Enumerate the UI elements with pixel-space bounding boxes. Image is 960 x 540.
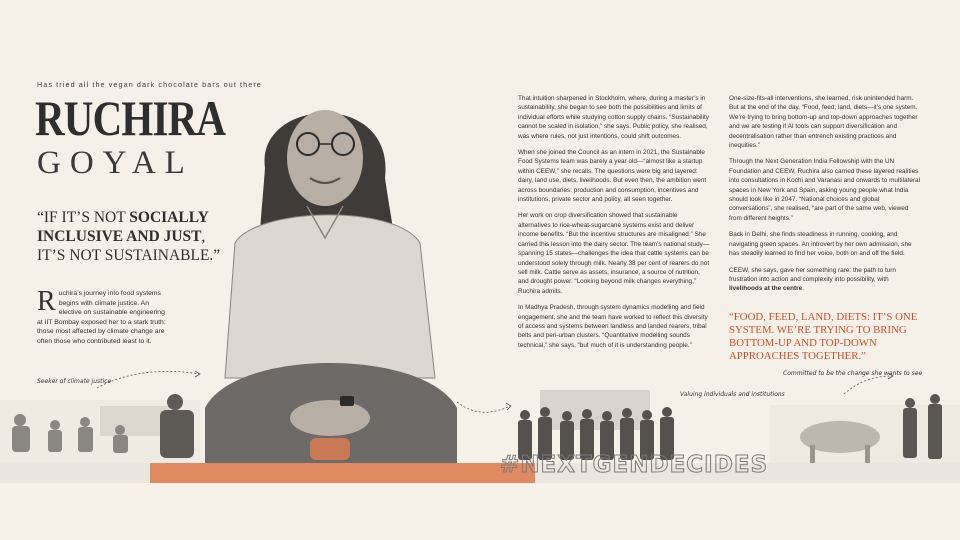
dashed-arrow-center: [455, 398, 515, 418]
portrait-sketch: [195, 78, 465, 478]
paragraph-bold: livelihoods at the centre: [729, 285, 803, 293]
paragraph: Her work on crop diversification showed that sustainable alternatives to rice-wheat-sugarcane systems exist and deliver income benefits. “But the incentive structures are misaligned.” She carried this lesson into the dairy sector. The team’s national study—spanning 15 states—challenges the idea that cattle systems can be understood solely through milk. Nearly 38 per cent of rearers do not sell milk. Cattle serve as assets, insurance, a source of nutrition, and drought power. “Looking beyond milk changes everything,” Ruchira admits.: [518, 212, 710, 295]
paragraph-text: CEEW, she says, gave her something rare: the path to turn frustration into action and complexity into possibility, with: [729, 266, 896, 283]
intro-paragraph: [37, 286, 172, 347]
intro-text: uchira’s journey into food systems begins with climate justice. An elective on sustainable engineering at IIT Bombay exposed her to a stark truth: those most affected by climate change are often those who contributed least to it.: [37, 290, 166, 345]
quote-bold: SOCIALLY INCLUSIVE AND JUST: [37, 209, 209, 245]
cattle-village-sketch: [770, 385, 960, 470]
quote-part-1: “IF IT’S NOT: [37, 209, 130, 226]
paragraph: Back in Delhi, she finds steadiness in running, cooking, and navigating green spaces. An introvert by her own admission, she has steadily learned to find her voice, both on and off the field.: [729, 231, 912, 258]
article-column-1: [518, 94, 710, 357]
caption-seeker: Seeker of climate justice: [37, 378, 112, 385]
last-name: GOYAL: [37, 145, 194, 181]
paragraph: One-size-fits-all interventions, she learned, risk unintended harm. But at the end of the day, “Food, feed, land, diets—it’s one system. We’re trying to bring bottom-up and top-down approaches together and we are testing if AI tools can support diversification and decentralisation rather than entrench existing practices and inequities.”: [729, 95, 918, 150]
caption-valuing: Valuing individuals and institutions: [680, 391, 785, 398]
caption-committed: Committed to be the change she wants to see: [783, 370, 923, 377]
paragraph: When she joined the Council as an intern in 2021, the Sustainable Food Systems team was barely a year old—“almost like a startup within CEEW,” she recalls. The questions were big and layered: dairy, land use, diets, livelihoods. But even then, the ambition went across boundaries: production and consumption, incentives and institutions, private sector and policy, all seen together.: [518, 149, 707, 204]
paragraph: In Madhya Pradesh, through system dynamics modelling and field engagement, she and the team have worked to reflect this diversity of access and systems between landless and landed rearers, tribal belts and peri-urban clusters. “Quantitative modelling sounds technical,” she says, “but much of it is understanding people.”: [518, 304, 708, 349]
article-column-2: [729, 94, 921, 301]
field-visit-sketch: [0, 380, 200, 470]
quote-part-2: , IT’S NOT SUSTAINABLE.”: [37, 228, 221, 264]
drop-cap: R: [37, 286, 56, 317]
paragraph-end: .: [802, 285, 804, 293]
accent-band: [150, 463, 535, 483]
tagline: Has tried all the vegan dark chocolate bars out there: [37, 80, 262, 89]
pull-quote: “FOOD, FEED, LAND, DIETS: IT’S ONE SYSTEM. WE’RE TRYING TO BRING BOTTOM-UP AND TOP-DOWN APPROACHES TOGETHER.”: [729, 311, 918, 362]
paragraph: That intuition sharpened in Stockholm, where, during a master’s in sustainability, she began to see both the possibilities and limits of individual efforts while studying cotton supply chains. “Sustainability cannot be scaled in isolation,” she says. Public policy, she realised, was where rules, not just intentions, could shift outcomes.: [518, 95, 709, 140]
hashtag: #NEXTGENDECIDES: [500, 452, 769, 478]
paragraph: Through the Next Generation India Fellowship with the UN Foundation and CEEW, Ruchira also carried these layered realities into consultations in Kochi and Varanasi and onwards to multilateral spaces in New York and Spain, asking young people what India should look like in 2047. “National choices and global conversations”, she realised, “are part of the same web, viewed from different heights.”: [729, 158, 921, 222]
paragraph: [729, 266, 921, 294]
first-name: RUCHIRA: [35, 90, 226, 146]
